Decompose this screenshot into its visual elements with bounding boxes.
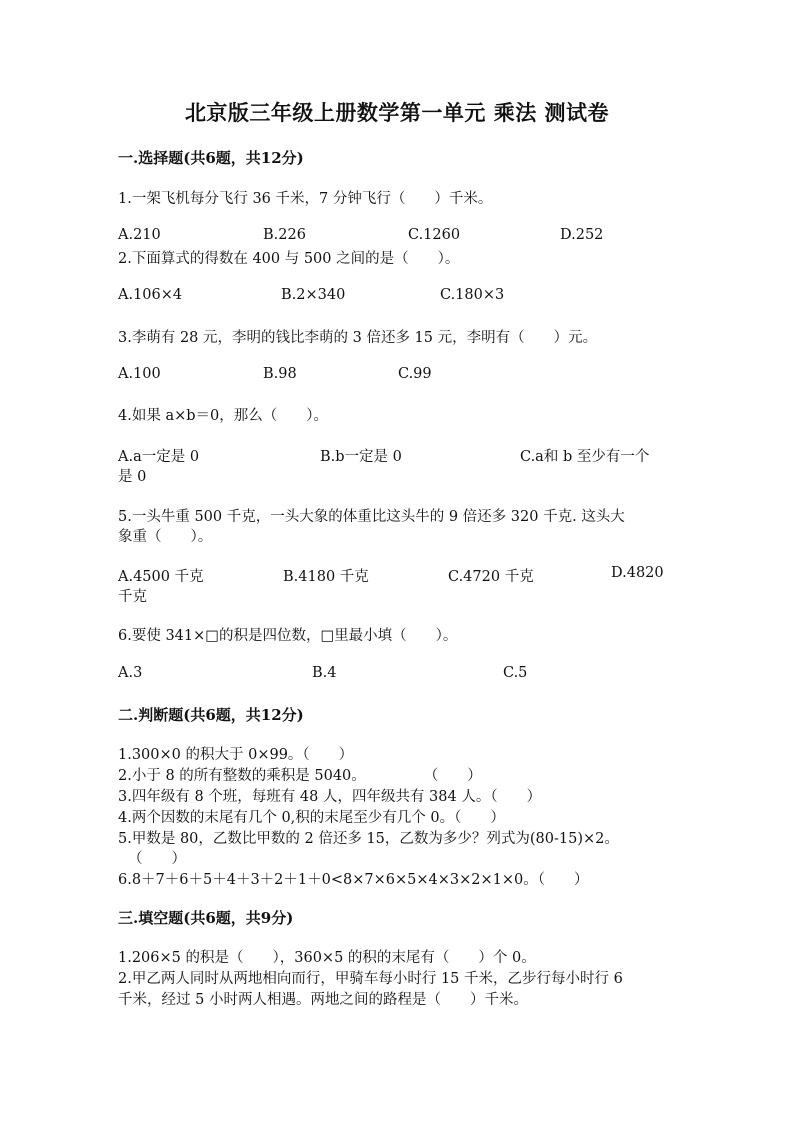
question-text: 3.李萌有 28 元，李明的钱比李萌的 3 倍还多 15 元，李明有（ ）元。 bbox=[118, 330, 598, 346]
option: D.252 bbox=[560, 227, 604, 243]
option: A.106×4 bbox=[118, 287, 183, 303]
option: B.4180 千克 bbox=[283, 569, 369, 585]
judgement-line: 3.四年级有 8 个班，每班有 48 人，四年级共有 384 人。（ ） bbox=[118, 789, 542, 805]
option: C.1260 bbox=[408, 227, 461, 243]
option: C.5 bbox=[503, 665, 528, 681]
option: B.2×340 bbox=[281, 287, 346, 303]
question-text: 5.一头牛重 500 千克，一头大象的体重比这头牛的 9 倍还多 320 千克. 这头大 bbox=[118, 509, 625, 525]
option: A.210 bbox=[118, 227, 161, 243]
question-text: 6.要使 341×□的积是四位数，□里最小填（ ）。 bbox=[118, 628, 458, 644]
option: A.3 bbox=[118, 665, 143, 681]
fill-line: 1.206×5 的积是（ ），360×5 的积的末尾有（ ）个 0。 bbox=[118, 950, 536, 966]
option: C.180×3 bbox=[440, 287, 505, 303]
option: C.99 bbox=[398, 366, 432, 382]
option: A.100 bbox=[118, 366, 161, 382]
judgement-line: 6.8＋7＋6＋5＋4＋3＋2＋1＋0<8×7×6×5×4×3×2×1×0。（ ） bbox=[118, 872, 589, 888]
judgement-line: 2.小于 8 的所有整数的乘积是 5040。 （ ） bbox=[118, 768, 482, 784]
question-text: 4.如果 a×b＝0，那么（ ）。 bbox=[118, 408, 328, 424]
fill-line: 千米，经过 5 小时两人相遇。两地之间的路程是（ ）千米。 bbox=[118, 992, 528, 1008]
option: A.4500 千克 bbox=[118, 569, 204, 585]
option: D.4820 bbox=[611, 565, 664, 581]
option: B.4 bbox=[312, 665, 337, 681]
option: A.a一定是 0 bbox=[118, 449, 200, 465]
option-continuation: 是 0 bbox=[118, 469, 147, 485]
option: B.226 bbox=[263, 227, 306, 243]
option-continuation: 千克 bbox=[118, 589, 147, 605]
option: C.a和 b 至少有一个 bbox=[520, 449, 650, 465]
section-heading-fill: 三.填空题(共6题，共9分) bbox=[118, 909, 294, 927]
judgement-line-continuation: （ ） bbox=[128, 851, 186, 867]
option: C.4720 千克 bbox=[448, 569, 534, 585]
question-text: 象重（ ）。 bbox=[118, 529, 213, 545]
option: B.b一定是 0 bbox=[320, 449, 402, 465]
judgement-line: 4.两个因数的末尾有几个 0,积的末尾至少有几个 0。（ ） bbox=[118, 810, 505, 826]
fill-line: 2.甲乙两人同时从两地相向而行，甲骑车每小时行 15 千米，乙步行每小时行 6 bbox=[118, 971, 623, 987]
section-heading-judgement: 二.判断题(共6题，共12分) bbox=[118, 706, 304, 724]
judgement-line: 5.甲数是 80，乙数比甲数的 2 倍还多 15，乙数为多少？列式为(80-15)×2。 bbox=[118, 831, 619, 847]
option: B.98 bbox=[263, 366, 297, 382]
page-title: 北京版三年级上册数学第一单元 乘法 测试卷 bbox=[184, 100, 610, 125]
judgement-line: 1.300×0 的积大于 0×99。（ ） bbox=[118, 747, 354, 763]
section-heading-choice: 一.选择题(共6题，共12分) bbox=[118, 149, 304, 167]
question-text: 2.下面算式的得数在 400 与 500 之间的是（ ）。 bbox=[118, 251, 460, 267]
question-text: 1.一架飞机每分飞行 36 千米，7 分钟飞行（ ）千米。 bbox=[118, 191, 493, 207]
